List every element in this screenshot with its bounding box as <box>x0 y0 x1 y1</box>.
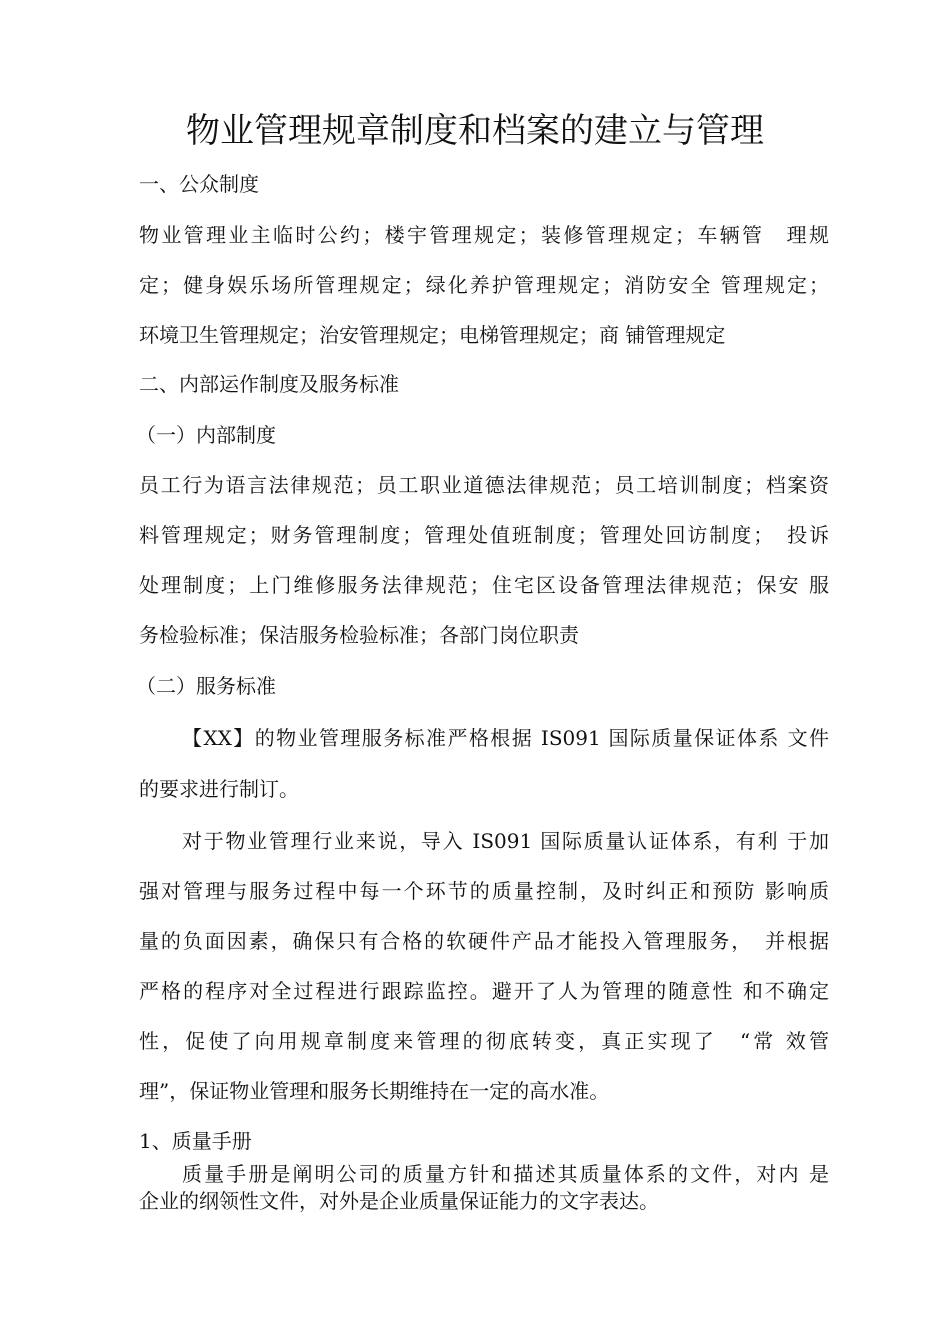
subsection-heading-service-standards: （二）服务标准 <box>136 674 276 698</box>
paragraph-line: 定；健身娱乐场所管理规定；绿化养护管理规定；消防安全 管理规定； <box>139 273 829 297</box>
paragraph-line: 对于物业管理行业来说，导入 IS091 国际质量认证体系，有利 于加 <box>182 829 829 853</box>
paragraph-line: 企业的纲领性文件，对外是企业质量保证能力的文字表达。 <box>139 1189 659 1213</box>
paragraph-line: 务检验标准；保洁服务检验标准；各部门岗位职责 <box>139 623 579 647</box>
paragraph-line: 量的负面因素，确保只有合格的软硬件产品才能投入管理服务， 并根据 <box>139 929 829 953</box>
section-heading-public-rules: 一、公众制度 <box>139 172 259 196</box>
subsection-heading-internal: （一）内部制度 <box>136 423 276 447</box>
paragraph-line: 环境卫生管理规定；治安管理规定；电梯管理规定；商 铺管理规定 <box>139 323 726 347</box>
paragraph-line: 员工行为语言法律规范；员工职业道德法律规范；员工培训制度；档案资 <box>139 473 829 497</box>
paragraph-line: 质量手册是阐明公司的质量方针和描述其质量体系的文件，对内 是 <box>182 1162 829 1186</box>
paragraph-line: 强对管理与服务过程中每一个环节的质量控制，及时纠正和预防 影响质 <box>139 879 829 903</box>
section-heading-quality-manual: 1、质量手册 <box>139 1129 252 1153</box>
paragraph-line: 的要求进行制订。 <box>139 777 299 801</box>
paragraph-line: 料管理规定；财务管理制度；管理处值班制度；管理处回访制度； 投诉 <box>139 523 829 547</box>
paragraph-line: 物业管理业主临时公约；楼宇管理规定；装修管理规定；车辆管 理规 <box>139 223 829 247</box>
paragraph-line: 严格的程序对全过程进行跟踪监控。避开了人为管理的随意性 和不确定 <box>139 979 829 1003</box>
paragraph-line: 性，促使了向用规章制度来管理的彻底转变，真正实现了 “常 效管 <box>139 1029 829 1053</box>
paragraph-line: 理”，保证物业管理和服务长期维持在一定的高水准。 <box>139 1079 610 1103</box>
paragraph-line: 【XX】的物业管理服务标准严格根据 IS091 国际质量保证体系 文件 <box>182 726 829 750</box>
document-title: 物业管理规章制度和档案的建立与管理 <box>186 111 764 151</box>
section-heading-internal-rules: 二、内部运作制度及服务标准 <box>139 372 399 396</box>
paragraph-line: 处理制度；上门维修服务法律规范；住宅区设备管理法律规范；保安 服 <box>139 573 829 597</box>
